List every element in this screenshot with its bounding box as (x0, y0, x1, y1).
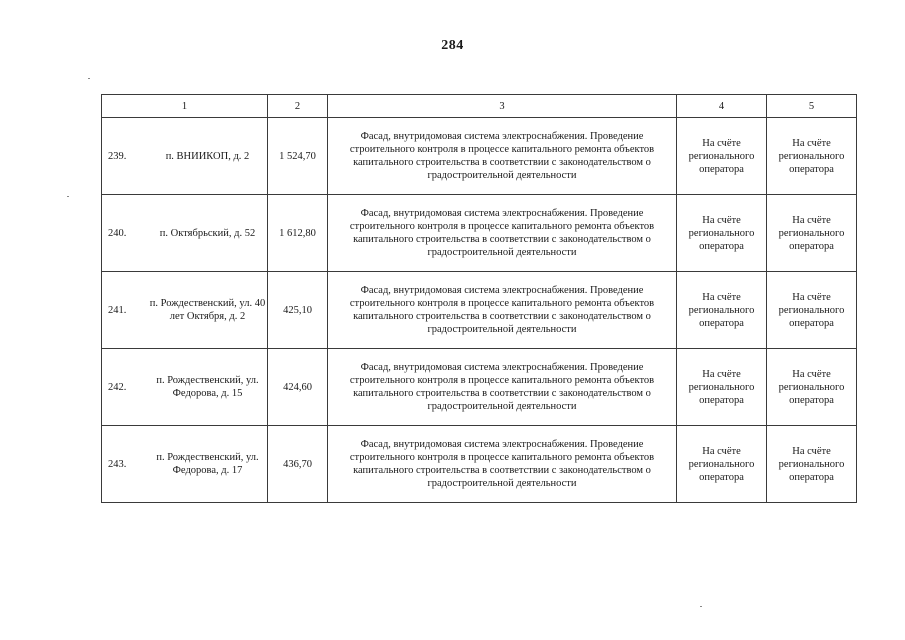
area-cell: 1 612,80 (268, 195, 328, 272)
col5-cell: На счёте регионального оператора (767, 272, 857, 349)
row-number: 241. (108, 304, 127, 316)
scan-speck (700, 606, 702, 607)
scan-speck (67, 196, 69, 197)
header-col-3: 3 (328, 95, 677, 118)
work-description-cell: Фасад, внутридомовая система электроснабжения. Проведение строительного контроля в процессе капитального ремонта объектов капитального строительства в соответствии с законодательством о градостроительной деятельности (328, 349, 677, 426)
col5-cell: На счёте регионального оператора (767, 195, 857, 272)
address-text: п. Октябрьский, д. 52 (159, 227, 256, 239)
col5-cell: На счёте регионального оператора (767, 426, 857, 503)
work-description-cell: Фасад, внутридомовая система электроснабжения. Проведение строительного контроля в процессе капитального ремонта объектов капитального строительства в соответствии с законодательством о градостроительной деятельности (328, 118, 677, 195)
table-row (102, 426, 857, 503)
header-row (102, 95, 857, 118)
col5-cell: На счёте регионального оператора (767, 349, 857, 426)
work-description-cell: Фасад, внутридомовая система электроснабжения. Проведение строительного контроля в процессе капитального ремонта объектов капитального строительства в соответствии с законодательством о градостроительной деятельности (328, 426, 677, 503)
address-cell (102, 426, 268, 503)
area-cell: 436,70 (268, 426, 328, 503)
address-text: п. ВНИИКОП, д. 2 (165, 150, 250, 162)
col4-cell: На счёте регионального оператора (677, 272, 767, 349)
col5-cell: На счёте регионального оператора (767, 118, 857, 195)
area-cell: 425,10 (268, 272, 328, 349)
table-row (102, 349, 857, 426)
area-cell: 1 524,70 (268, 118, 328, 195)
row-number: 240. (108, 227, 127, 239)
page-number: 284 (441, 38, 464, 53)
address-text: п. Рождественский, ул. Федорова, д. 17 (156, 452, 259, 476)
address-cell (102, 118, 268, 195)
address-cell (102, 195, 268, 272)
header-col-1: 1 (102, 95, 268, 118)
row-number: 242. (108, 381, 127, 393)
table-row (102, 272, 857, 349)
table-row (102, 195, 857, 272)
work-description-cell: Фасад, внутридомовая система электроснабжения. Проведение строительного контроля в процессе капитального ремонта объектов капитального строительства в соответствии с законодательством о градостроительной деятельности (328, 272, 677, 349)
col4-cell: На счёте регионального оператора (677, 349, 767, 426)
address-cell (102, 349, 268, 426)
col4-cell: На счёте регионального оператора (677, 118, 767, 195)
address-cell (102, 272, 268, 349)
row-number: 243. (108, 458, 127, 470)
header-col-4: 4 (677, 95, 767, 118)
header-col-5: 5 (767, 95, 857, 118)
address-text: п. Рождественский, ул. 40 лет Октября, д. 2 (149, 298, 266, 322)
scan-speck (88, 78, 90, 79)
area-cell: 424,60 (268, 349, 328, 426)
col4-cell: На счёте регионального оператора (677, 195, 767, 272)
header-col-2: 2 (268, 95, 328, 118)
repair-schedule-table (101, 94, 857, 503)
work-description-cell: Фасад, внутридомовая система электроснабжения. Проведение строительного контроля в процессе капитального ремонта объектов капитального строительства в соответствии с законодательством о градостроительной деятельности (328, 195, 677, 272)
address-text: п. Рождественский, ул. Федорова, д. 15 (156, 375, 259, 399)
row-number: 239. (108, 150, 127, 162)
col4-cell: На счёте регионального оператора (677, 426, 767, 503)
table-row (102, 118, 857, 195)
